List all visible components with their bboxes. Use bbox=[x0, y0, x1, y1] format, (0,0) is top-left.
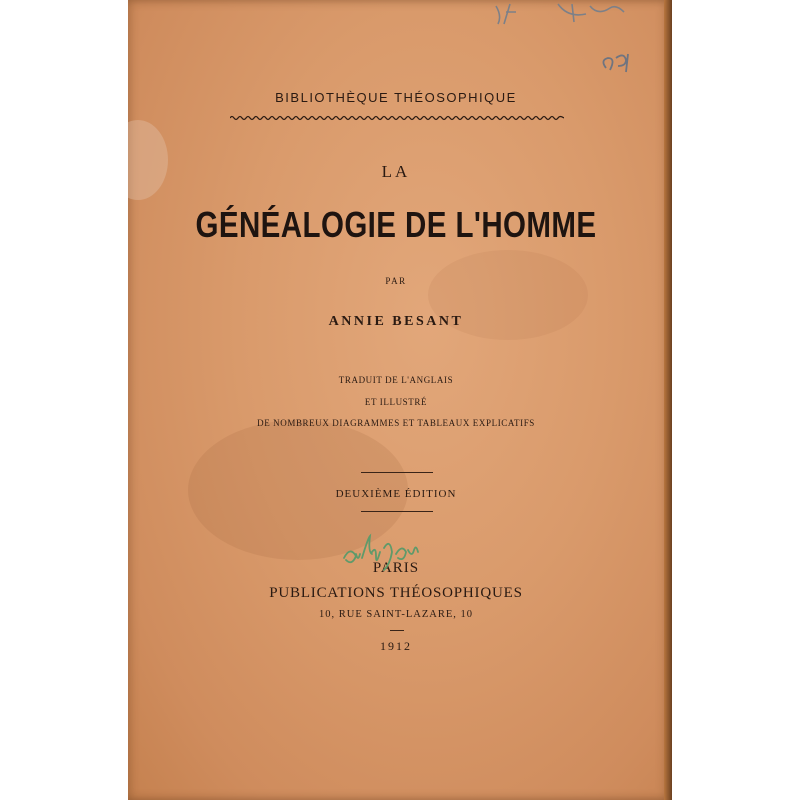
book-edge bbox=[664, 0, 672, 800]
ornamental-rule bbox=[230, 115, 564, 121]
series-name: BIBLIOTHÈQUE THÉOSOPHIQUE bbox=[275, 90, 517, 105]
title-article: LA bbox=[381, 162, 411, 181]
divider-rule bbox=[390, 630, 404, 631]
subtitle-line: ET ILLUSTRÉ bbox=[364, 397, 428, 407]
publication-city: PARIS bbox=[372, 560, 420, 576]
publisher-address: 10, RUE SAINT-LAZARE, 10 bbox=[319, 609, 473, 620]
stain-mark bbox=[128, 120, 168, 200]
edition-label: DEUXIÈME ÉDITION bbox=[335, 488, 457, 500]
book-title: GÉNÉALOGIE DE L'HOMME bbox=[195, 204, 597, 245]
book-cover bbox=[128, 0, 672, 800]
pencil-scribble bbox=[488, 0, 668, 90]
subtitle-line: TRADUIT DE L'ANGLAIS bbox=[338, 375, 454, 385]
handwritten-annotation bbox=[338, 528, 448, 578]
by-label: PAR bbox=[385, 276, 407, 286]
publisher-name: PUBLICATIONS THÉOSOPHIQUES bbox=[269, 585, 523, 601]
publication-year: 1912 bbox=[380, 639, 412, 653]
divider-rule bbox=[361, 472, 433, 473]
divider-rule bbox=[361, 511, 433, 512]
subtitle-line: DE NOMBREUX DIAGRAMMES ET TABLEAUX EXPLICATIFS bbox=[257, 418, 535, 428]
author-name: ANNIE BESANT bbox=[328, 314, 464, 329]
